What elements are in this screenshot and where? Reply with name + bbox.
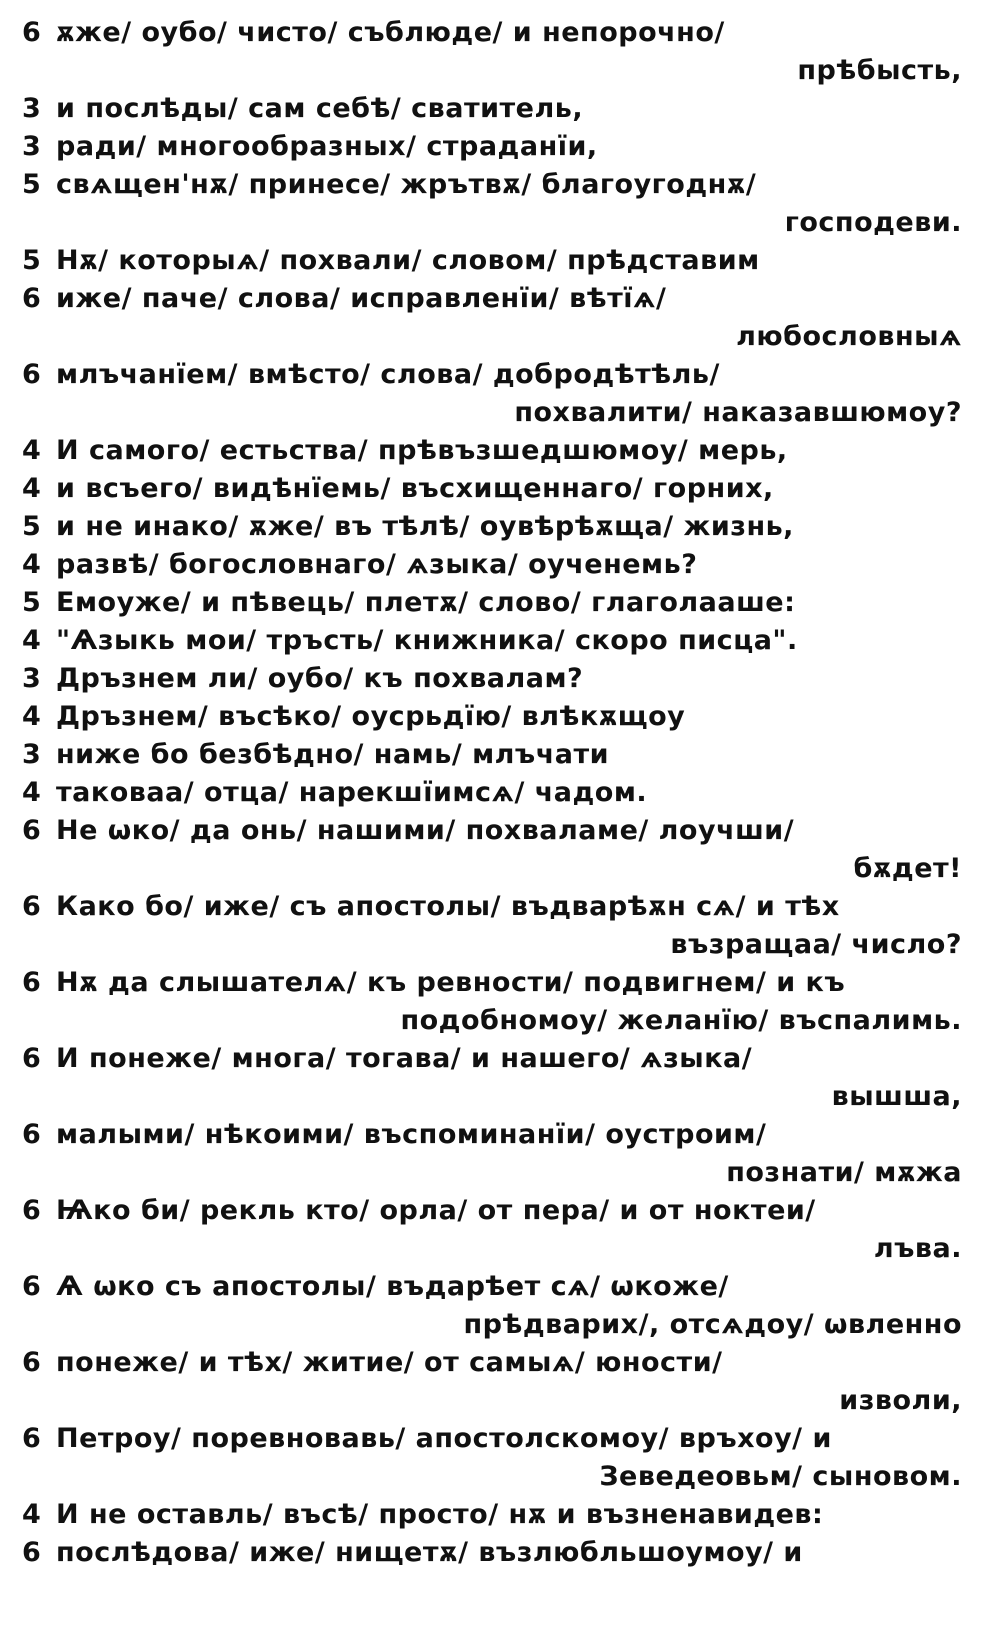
verse-line <box>22 1534 982 1572</box>
verse-line <box>22 812 982 850</box>
verse-text: Нѫ да слышателѧ/ къ ревности/ подвигнем/ и къ <box>56 967 846 998</box>
verse-continuation-line <box>22 52 982 90</box>
verse-line <box>22 888 982 926</box>
verse-line <box>22 356 982 394</box>
verse-continuation-line <box>22 1154 982 1192</box>
verse-text: Ѧ ѡко съ апостолы/ въдарѣет сѧ/ ѡкоже/ <box>56 1271 729 1302</box>
verse-line <box>22 1116 982 1154</box>
syllable-count: 4 <box>22 435 42 466</box>
verse-text: Не ѡко/ да онь/ нашими/ похваламе/ лоучши/ <box>56 815 795 846</box>
verse-text: Како бо/ иже/ съ апостолы/ въдварѣѫн сѧ/ и тѣх <box>56 891 840 922</box>
verse-text: ради/ многообразных/ страданїи, <box>56 131 598 162</box>
verse-continuation-text: подобномоу/ желанїю/ въспалимь. <box>400 1005 962 1036</box>
verse-text: и послѣды/ сам себѣ/ сватитель, <box>56 93 584 124</box>
verse-continuation-text: вышша, <box>831 1081 962 1112</box>
verse-line <box>22 242 982 280</box>
syllable-count: 6 <box>22 17 42 48</box>
syllable-count: 6 <box>22 1043 42 1074</box>
verse-continuation-line <box>22 394 982 432</box>
verse-line <box>22 546 982 584</box>
verse-continuation-line <box>22 204 982 242</box>
syllable-count: 4 <box>22 625 42 656</box>
verse-text: "Ѧзыкь мои/ тръсть/ книжника/ скоро писца". <box>56 625 798 656</box>
verse-text: таковаа/ отца/ нарекшїимсѧ/ чадом. <box>56 777 648 808</box>
verse-text: послѣдова/ иже/ нищетѫ/ възлюбльшоумоу/ и <box>56 1537 803 1568</box>
verse-line <box>22 1496 982 1534</box>
verse-line <box>22 1420 982 1458</box>
syllable-count: 5 <box>22 587 42 618</box>
verse-continuation-line <box>22 1078 982 1116</box>
verse-text: Петроу/ поревновавь/ апостолскомоу/ връхоу/ и <box>56 1423 832 1454</box>
verse-continuation-line <box>22 850 982 888</box>
verse-line <box>22 1040 982 1078</box>
verse-line <box>22 1344 982 1382</box>
syllable-count: 4 <box>22 701 42 732</box>
verse-text: Ѩко би/ рекль кто/ орла/ от пера/ и от ноктеи/ <box>56 1195 816 1226</box>
verse-continuation-line <box>22 1230 982 1268</box>
syllable-count: 6 <box>22 815 42 846</box>
verse-text: И самого/ естьства/ прѣвъзшедшюмоу/ мерь, <box>56 435 788 466</box>
syllable-count: 6 <box>22 891 42 922</box>
syllable-count: 6 <box>22 283 42 314</box>
verse-continuation-text: прѣбысть, <box>797 55 962 86</box>
verse-line <box>22 584 982 622</box>
verse-text: млъчанїем/ вмѣсто/ слова/ добродѣтѣль/ <box>56 359 720 390</box>
verse-continuation-line <box>22 1382 982 1420</box>
verse-continuation-text: похвалити/ наказавшюмоу? <box>514 397 962 428</box>
verse-text: Емоуже/ и пѣвець/ плетѫ/ слово/ глаголааше: <box>56 587 796 618</box>
verse-line <box>22 964 982 1002</box>
verse-continuation-text: господеви. <box>784 207 962 238</box>
syllable-count: 6 <box>22 1119 42 1150</box>
syllable-count: 3 <box>22 739 42 770</box>
verse-continuation-line <box>22 1458 982 1496</box>
verse-line <box>22 14 982 52</box>
syllable-count: 5 <box>22 511 42 542</box>
verse-text: понеже/ и тѣх/ житие/ от самыѧ/ юности/ <box>56 1347 723 1378</box>
syllable-count: 6 <box>22 1423 42 1454</box>
verse-text: Нѫ/ которыѧ/ похвали/ словом/ прѣдставим <box>56 245 760 276</box>
syllable-count: 3 <box>22 131 42 162</box>
verse-text: иже/ паче/ слова/ исправленїи/ вѣтїѧ/ <box>56 283 667 314</box>
syllable-count: 6 <box>22 359 42 390</box>
verse-text: и не инако/ ѫже/ въ тѣлѣ/ оувѣрѣѫща/ жизнь, <box>56 511 794 542</box>
verse-line <box>22 1268 982 1306</box>
verse-continuation-text: познати/ мѫжа <box>726 1157 962 1188</box>
verse-line <box>22 128 982 166</box>
syllable-count: 6 <box>22 1537 42 1568</box>
verse-line <box>22 660 982 698</box>
verse-continuation-line <box>22 1306 982 1344</box>
verse-line <box>22 280 982 318</box>
verse-line <box>22 698 982 736</box>
verse-line <box>22 90 982 128</box>
syllable-count: 4 <box>22 473 42 504</box>
verse-continuation-line <box>22 1002 982 1040</box>
verse-text: И понеже/ многа/ тогава/ и нашего/ ѧзыка/ <box>56 1043 753 1074</box>
syllable-count: 3 <box>22 663 42 694</box>
verse-line <box>22 736 982 774</box>
verse-line <box>22 166 982 204</box>
verse-line <box>22 774 982 812</box>
syllable-count: 6 <box>22 967 42 998</box>
verse-text: и всъего/ видѣнїемь/ въсхищеннаго/ горних, <box>56 473 774 504</box>
verse-line <box>22 432 982 470</box>
syllable-count: 4 <box>22 549 42 580</box>
verse-text: Дръзнем/ въсѣко/ оусрьдїю/ влѣкѫщоу <box>56 701 686 732</box>
syllable-count: 6 <box>22 1195 42 1226</box>
verse-continuation-text: Зеведеовьм/ сыновом. <box>599 1461 962 1492</box>
syllable-count: 6 <box>22 1271 42 1302</box>
verse-continuation-line <box>22 926 982 964</box>
verse-line <box>22 508 982 546</box>
manuscript-page <box>22 14 982 1572</box>
verse-text: развѣ/ богословнаго/ ѧзыка/ оученемь? <box>56 549 698 580</box>
syllable-count: 6 <box>22 1347 42 1378</box>
verse-continuation-line <box>22 318 982 356</box>
syllable-count: 3 <box>22 93 42 124</box>
syllable-count: 4 <box>22 777 42 808</box>
verse-line <box>22 1192 982 1230</box>
verse-text: И не оставль/ въсѣ/ просто/ нѫ и възненавидев: <box>56 1499 824 1530</box>
verse-continuation-text: бѫдет! <box>853 853 962 884</box>
verse-text: ниже бо безбѣдно/ намь/ млъчати <box>56 739 610 770</box>
verse-continuation-text: възращаа/ число? <box>670 929 962 960</box>
verse-text: Дръзнем ли/ оубо/ къ похвалам? <box>56 663 584 694</box>
verse-text: малыми/ нѣкоими/ въспоминанїи/ оустроим/ <box>56 1119 767 1150</box>
verse-line <box>22 622 982 660</box>
syllable-count: 5 <box>22 169 42 200</box>
verse-continuation-text: прѣдварих/, отсѧдоу/ ѡвленно <box>463 1309 962 1340</box>
verse-text: ѫже/ оубо/ чисто/ съблюде/ и непорочно/ <box>56 17 725 48</box>
verse-line <box>22 470 982 508</box>
verse-continuation-text: любословныѧ <box>736 321 962 352</box>
verse-continuation-text: лъва. <box>873 1233 962 1264</box>
syllable-count: 5 <box>22 245 42 276</box>
verse-continuation-text: изволи, <box>839 1385 962 1416</box>
syllable-count: 4 <box>22 1499 42 1530</box>
verse-text: свѧщен'нѫ/ принесе/ жрътвѫ/ благоугоднѫ/ <box>56 169 757 200</box>
